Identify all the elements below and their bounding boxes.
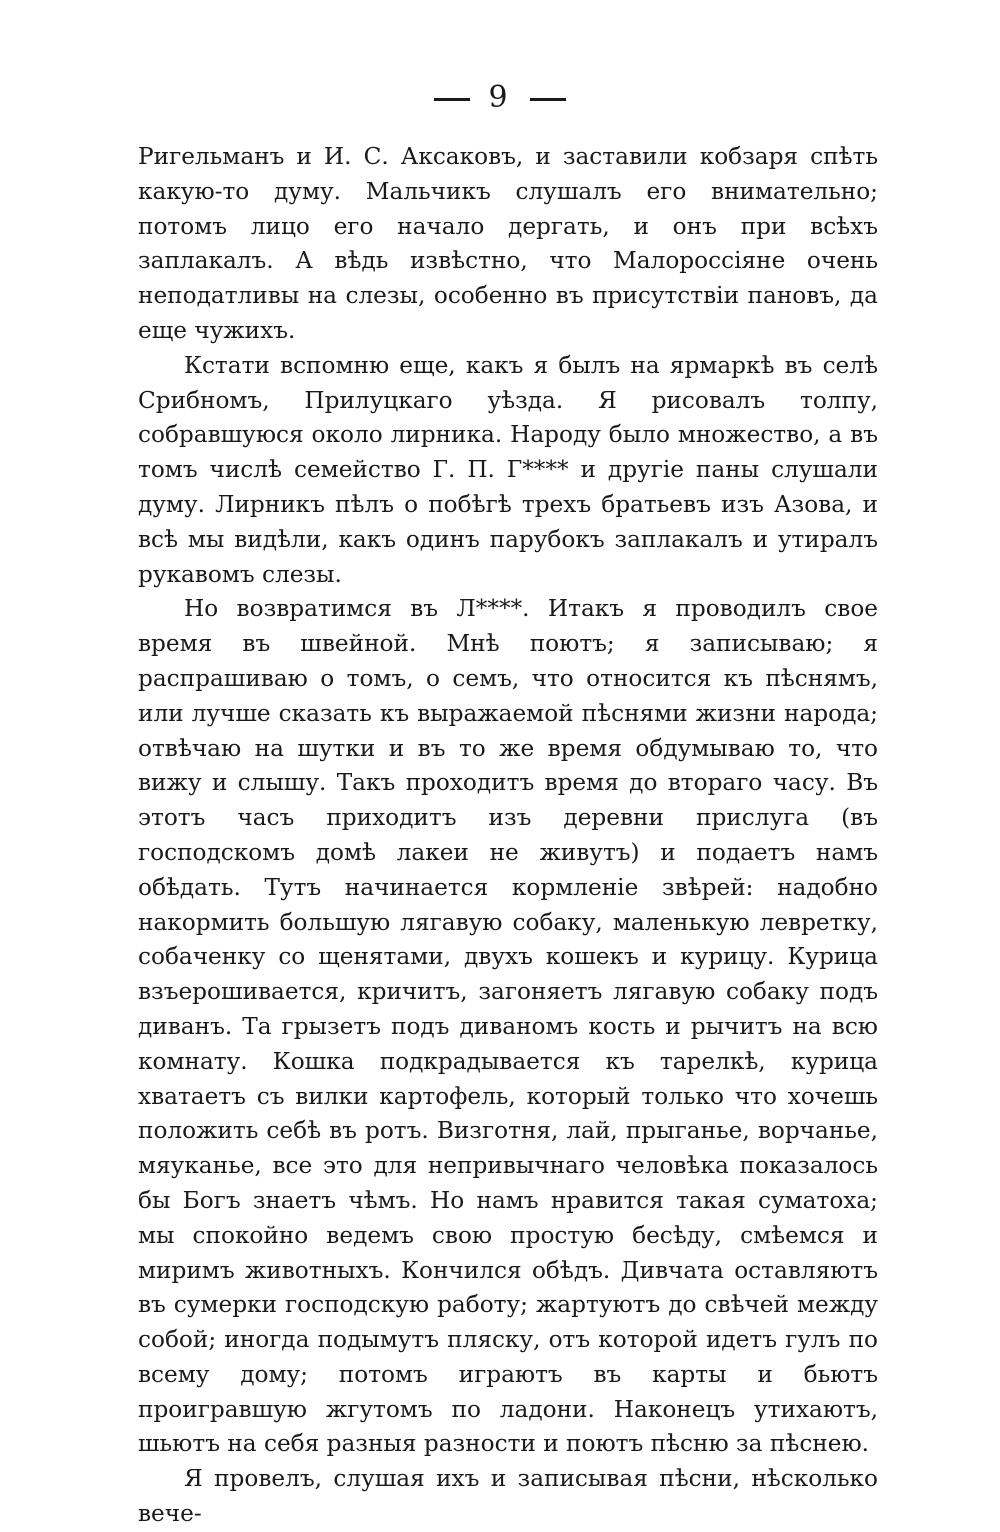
page-number-value: 9 — [488, 80, 512, 115]
paragraph-2: Кстати вспомню еще, какъ я былъ на ярмаркѣ въ селѣ Срибномъ, Прилуцкаго уѣзда. Я рисовалъ толпу, собравшуюся около лирника. Народу было множество, а въ томъ числѣ семейство Г. П. Г**** и другіе паны слушали думу. Лирникъ пѣлъ о побѣгѣ трехъ братьевъ изъ Азова, и всѣ мы видѣли, какъ одинъ парубокъ заплакалъ и утиралъ рукавомъ слезы. — [138, 351, 878, 588]
page-number — [0, 80, 1000, 115]
right-dash — [530, 98, 566, 101]
body-text — [138, 140, 878, 1532]
paragraph-3: Но возвратимся въ Л****. Итакъ я проводилъ свое время въ швейной. Мнѣ поютъ; я записываю; я распрашиваю о томъ, о семъ, что относится къ пѣснямъ, или лучше сказать къ выражаемой пѣснями жизни народа; отвѣчаю на шутки и въ то же время обдумываю то, что вижу и слышу. Такъ проходитъ время до втораго часу. Въ этотъ часъ приходитъ изъ деревни прислуга (въ господскомъ домѣ лакеи не живутъ) и подаетъ намъ обѣдать. Тутъ начинается кормленіе звѣрей: надобно накормить большую лягавую собаку, маленькую левретку, собаченку со щенятами, двухъ кошекъ и курицу. Курица взъерошивается, кричитъ, загоняетъ лягавую собаку подъ диванъ. Та грызетъ подъ диваномъ кость и рычитъ на всю комнату. Кошка подкрадывается къ тарелкѣ, курица хватаетъ съ вилки картофель, который только что хочешь положить себѣ въ ротъ. Визготня, лай, прыганье, ворчанье, мяуканье, все это для непривычнаго человѣка показалось бы Богъ знаетъ чѣмъ. Но намъ нравится такая суматоха; мы спокойно ведемъ свою простую бесѣду, смѣемся и миримъ животныхъ. Кончился обѣдъ. Дивчата оставляютъ въ сумерки господскую работу; жартуютъ до свѣчей между собой; иногда подымутъ пляску, отъ которой идетъ гулъ по всему дому; потомъ играютъ въ карты и бьютъ проигравшую жгутомъ по ладони. Наконецъ утихаютъ, шьютъ на себя разныя разности и поютъ пѣсню за пѣснею. — [138, 595, 878, 1458]
left-dash — [434, 98, 470, 101]
paragraph-4: Я провелъ, слушая ихъ и записывая пѣсни, нѣсколько вече- — [138, 1465, 878, 1528]
paragraph-1: Ригельманъ и И. С. Аксаковъ, и заставили кобзаря спѣть какую-то думу. Мальчикъ слушалъ его внимательно; потомъ лицо его начало дергать, и онъ при всѣхъ заплакалъ. А вѣдь извѣстно, что Малороссіяне очень неподатливы на слезы, особенно въ присутствіи пановъ, да еще чужихъ. — [138, 143, 878, 344]
